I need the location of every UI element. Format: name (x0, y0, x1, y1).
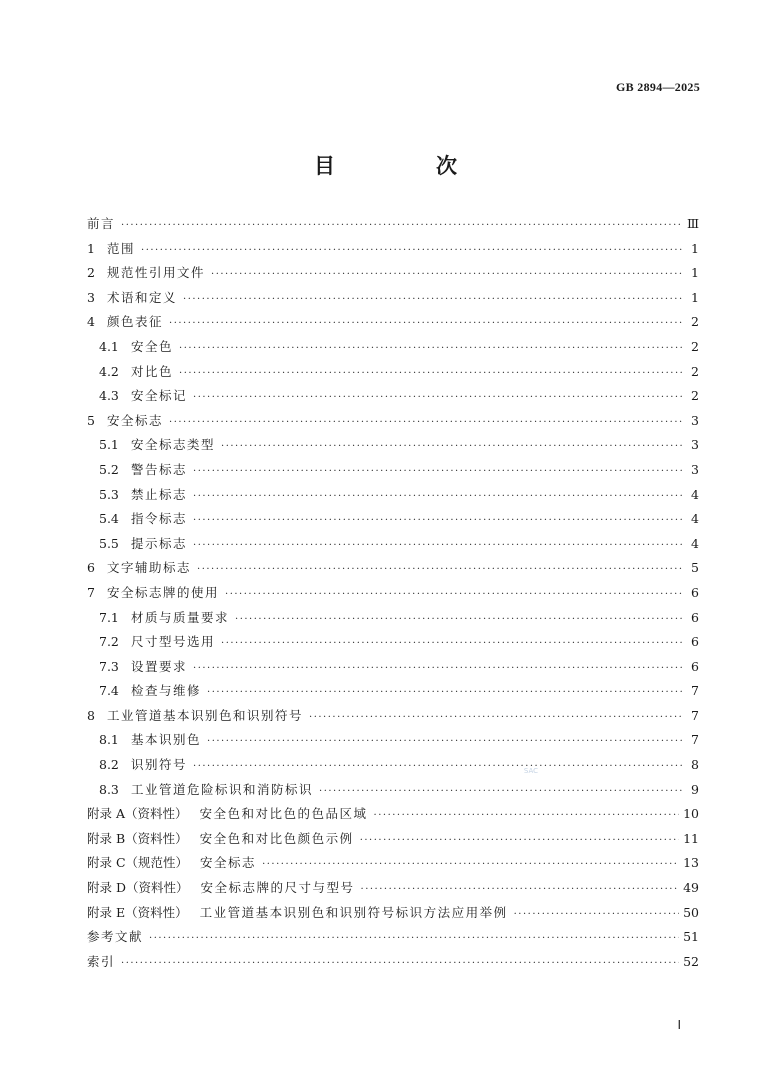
dot-leader (149, 927, 679, 952)
toc-entry-page: 3 (691, 437, 699, 453)
dot-leader (207, 730, 683, 755)
toc-entry-number: 7.1 (99, 609, 119, 625)
dot-leader (197, 558, 683, 583)
toc-entry-number: 8 (87, 707, 95, 723)
toc-entry-title: 对比色 (131, 363, 174, 379)
dot-leader (207, 681, 683, 706)
toc-entry-title: 范围 (107, 240, 136, 256)
dot-leader (193, 386, 683, 411)
toc-entry[interactable] (87, 606, 699, 631)
toc-entry-number: 5.2 (99, 461, 119, 477)
toc-entry-page: 2 (691, 363, 699, 379)
toc-entry-page: 6 (691, 658, 699, 674)
toc-entry-page: 49 (683, 880, 699, 896)
toc-entry-number: 7.3 (99, 658, 119, 674)
toc-entry-page: 4 (691, 486, 699, 502)
toc-entry[interactable] (87, 581, 699, 606)
toc-entry-title: 警告标志 (131, 461, 188, 477)
toc-entry[interactable] (87, 458, 699, 483)
toc-entry-title: 安全色和对比色颜色示例 (199, 830, 354, 846)
toc-entry-title: 文字辅助标志 (107, 560, 192, 576)
toc-entry-number: 7 (87, 584, 95, 600)
toc-entry-page: 11 (683, 830, 699, 846)
toc-entry-number: 7.2 (99, 634, 119, 650)
toc-entry-page: 1 (691, 240, 699, 256)
dot-leader (235, 608, 683, 633)
toc-entry-page: 3 (691, 412, 699, 428)
toc-entry-title: 检查与维修 (131, 683, 202, 699)
toc-entry-title: 安全色 (131, 338, 174, 354)
toc-entry[interactable] (87, 655, 699, 680)
toc-entry-title: 安全色和对比色的色品区域 (199, 806, 368, 822)
toc-entry[interactable] (87, 827, 699, 852)
toc-entry-number: 5 (87, 412, 95, 428)
toc-entry-number: 5.3 (99, 486, 119, 502)
toc-entry[interactable] (87, 335, 699, 360)
toc-entry-page: 3 (691, 461, 699, 477)
toc-entry-title: 颜色表征 (107, 314, 164, 330)
toc-entry[interactable] (87, 901, 699, 926)
toc-entry[interactable] (87, 507, 699, 532)
dot-leader (169, 411, 683, 436)
toc-entry[interactable] (87, 876, 699, 901)
toc-entry-number: 8.1 (99, 732, 119, 748)
toc-entry[interactable] (87, 704, 699, 729)
dot-leader (319, 780, 683, 805)
toc-entry-title: 安全标志 (200, 855, 257, 871)
toc-entry[interactable] (87, 778, 699, 803)
toc-entry-title: 指令标志 (131, 511, 188, 527)
toc-entry-page: 2 (691, 314, 699, 330)
toc-entry-page: 10 (683, 806, 699, 822)
dot-leader (121, 214, 683, 239)
toc-entry-page: 2 (691, 338, 699, 354)
toc-entry-number: 4 (87, 314, 95, 330)
toc-entry-title: 前言 (87, 216, 116, 231)
toc-entry-title: 安全标志牌的使用 (107, 584, 220, 600)
toc-entry[interactable] (87, 212, 699, 237)
toc-entry-number: 附录 A（资料性） (87, 806, 188, 822)
toc-entry[interactable] (87, 679, 699, 704)
toc-entry-title: 禁止标志 (131, 486, 188, 502)
dot-leader (193, 460, 683, 485)
dot-leader (514, 903, 679, 928)
dot-leader (179, 362, 683, 387)
toc-entry-page: 52 (683, 953, 699, 969)
standard-code: 2894—2025 (637, 80, 700, 94)
dot-leader (211, 263, 683, 288)
toc-entry-page: 50 (683, 904, 699, 920)
toc-entry-title: 尺寸型号选用 (131, 634, 216, 650)
toc-entry-title: 工业管道基本识别色和识别符号标识方法应用举例 (199, 904, 508, 920)
page-title: 目 次 (314, 153, 497, 178)
dot-leader (221, 632, 683, 657)
dot-leader (193, 755, 683, 780)
toc-entry-title: 工业管道基本识别色和识别符号 (107, 707, 304, 723)
dot-leader (221, 435, 683, 460)
dot-leader (141, 239, 683, 264)
toc-entry-page: 7 (691, 707, 699, 723)
toc-entry-number: 2 (87, 265, 95, 281)
toc-entry[interactable] (87, 384, 699, 409)
toc-entry-number: 5.5 (99, 535, 119, 551)
toc-entry-title: 安全标志 (107, 412, 164, 428)
dot-leader (121, 952, 679, 977)
toc-entry[interactable] (87, 360, 699, 385)
dot-leader (193, 485, 683, 510)
toc-entry-page: 1 (691, 289, 699, 305)
toc-entry[interactable] (87, 728, 699, 753)
toc-entry-page: 8 (691, 757, 699, 773)
toc-entry[interactable] (87, 310, 699, 335)
toc-entry-title: 安全标志类型 (131, 437, 216, 453)
toc-entry-page: 2 (691, 388, 699, 404)
dot-leader (179, 337, 683, 362)
dot-leader (193, 657, 683, 682)
toc-entry-number: 附录 C（规范性） (87, 855, 189, 871)
toc-entry[interactable] (87, 261, 699, 286)
toc-entry[interactable] (87, 237, 699, 262)
toc-entry-title: 基本识别色 (131, 732, 202, 748)
toc-entry[interactable] (87, 556, 699, 581)
toc-entry-title: 索引 (87, 953, 116, 969)
toc-entry-page: 7 (691, 683, 699, 699)
toc-entry-page: 5 (691, 560, 699, 576)
toc-entry-number: 3 (87, 289, 95, 305)
toc-entry-number: 附录 E（资料性） (87, 904, 188, 920)
toc-entry-page: 6 (691, 584, 699, 600)
dot-leader (361, 878, 680, 903)
dot-leader (193, 509, 683, 534)
toc-entry-number: 4.2 (99, 363, 119, 379)
dot-leader (374, 804, 680, 829)
toc-entry-title: 参考文献 (87, 929, 144, 945)
toc-entry-title: 材质与质量要求 (131, 609, 230, 625)
standard-prefix: GB (616, 80, 634, 94)
dot-leader (193, 534, 683, 559)
dot-leader (225, 583, 683, 608)
toc-entry-page: 4 (691, 535, 699, 551)
toc-entry[interactable] (87, 532, 699, 557)
toc-entry-page: 9 (691, 781, 699, 797)
toc-entry-page: 1 (691, 265, 699, 281)
toc-entry-number: 1 (87, 240, 95, 256)
standard-number (616, 80, 700, 95)
toc-entry-title: 安全标志牌的尺寸与型号 (200, 880, 355, 896)
toc-entry-number: 8.3 (99, 781, 119, 797)
dot-leader (183, 288, 683, 313)
toc-entry-number: 7.4 (99, 683, 119, 699)
page-number: Ⅰ (677, 1018, 681, 1032)
toc-entry-number: 8.2 (99, 757, 119, 773)
toc-entry-title: 识别符号 (131, 757, 188, 773)
watermark-logo: SAC (523, 767, 539, 775)
toc-entry[interactable] (87, 630, 699, 655)
toc-entry[interactable] (87, 753, 699, 778)
toc-entry-title: 工业管道危险标识和消防标识 (131, 781, 314, 797)
toc-entry-page: 6 (691, 609, 699, 625)
dot-leader (169, 312, 683, 337)
toc-entry-page: 51 (683, 929, 699, 945)
toc-entry-number: 6 (87, 560, 95, 576)
toc-entry-title: 提示标志 (131, 535, 188, 551)
toc-entry[interactable] (87, 851, 699, 876)
toc-entry[interactable] (87, 286, 699, 311)
toc-entry-number: 5.4 (99, 511, 119, 527)
toc-entry[interactable] (87, 925, 699, 950)
table-of-contents (87, 212, 699, 974)
toc-entry-page: 6 (691, 634, 699, 650)
toc-entry-page: 4 (691, 511, 699, 527)
toc-entry-title: 规范性引用文件 (107, 265, 206, 281)
toc-entry-title: 安全标记 (131, 388, 188, 404)
toc-entry-number: 5.1 (99, 437, 119, 453)
toc-entry[interactable] (87, 433, 699, 458)
dot-leader (360, 829, 679, 854)
toc-entry-title: 术语和定义 (107, 289, 178, 305)
toc-entry[interactable] (87, 802, 699, 827)
toc-entry[interactable] (87, 483, 699, 508)
toc-entry-page: Ⅲ (686, 216, 699, 231)
toc-entry-number: 4.1 (99, 338, 119, 354)
toc-entry[interactable] (87, 409, 699, 434)
toc-entry-number: 附录 D（资料性） (87, 880, 189, 896)
toc-entry[interactable] (87, 950, 699, 975)
dot-leader (309, 706, 683, 731)
toc-entry-title: 设置要求 (131, 658, 188, 674)
toc-entry-number: 4.3 (99, 388, 119, 404)
toc-entry-page: 13 (683, 855, 699, 871)
toc-entry-number: 附录 B（资料性） (87, 830, 188, 846)
dot-leader (262, 853, 679, 878)
toc-entry-page: 7 (691, 732, 699, 748)
